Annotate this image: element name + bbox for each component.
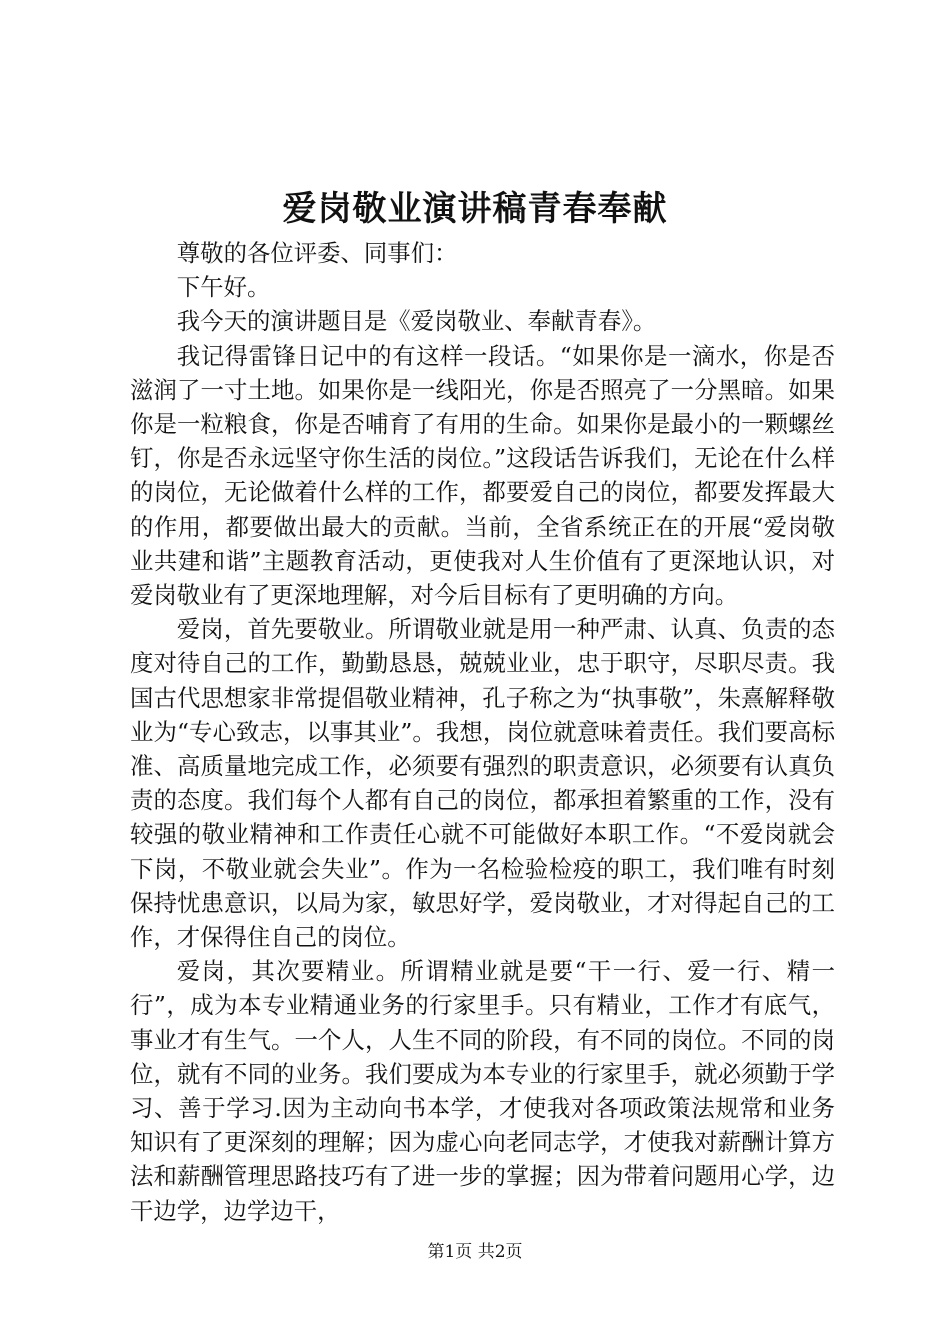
greeting: 下午好。 — [176, 273, 271, 302]
body-paragraph: 我记得雷锋日记中的有这样一段话。“如果你是一滴水，你是否滋润了一寸土地。如果你是一线阳光，你是否照亮了一分黑暗。如果你是一粒粮食，你是否哺育了有用的生命。如果你是最小的一颗螺丝钉，你是否永远坚守你生活的岗位。”这段话告诉我们，无论在什么样的岗位，无论做着什么样的工作，都要爱自己的岗位，都要发挥最大的作用，都要做出最大的贡献。当前，全省系统正在的开展“爱岗敬业共建和谐”主题教育活动，更使我对人生价值有了更深地认识，对爱岗敬业有了更深地理解，对今后目标有了更明确的方向。 — [130, 341, 835, 610]
body-paragraph: 爱岗，其次要精业。所谓精业就是要“干一行、爱一行、精一行”，成为本专业精通业务的行家里手。只有精业，工作才有底气，事业才有生气。一个人，人生不同的阶段，有不同的岗位。不同的岗位，就有不同的业务。我们要成为本专业的行家里手，就必须勤于学习、善于学习.因为主动向书本学，才使我对各项政策法规常和业务知识有了更深刻的理解；因为虚心向老同志学，才使我对薪酬计算方法和薪酬管理思路技巧有了进一步的掌握；因为带着问题用心学，边干边学，边学边干， — [130, 957, 835, 1225]
speech-topic: 我今天的演讲题目是《爱岗敬业、奉献青春》。 — [176, 307, 657, 336]
page-footer: 第1页 共2页 — [427, 1242, 523, 1262]
salutation: 尊敬的各位评委、同事们： — [176, 239, 458, 267]
document-body — [130, 236, 835, 1228]
document-title: 爱岗敬业演讲稿青春奉献 — [282, 189, 668, 229]
body-paragraph: 爱岗，首先要敬业。所谓敬业就是用一种严肃、认真、负责的态度对待自己的工作，勤勤恳恳，兢兢业业，忠于职守，尽职尽责。我国古代思想家非常提倡敬业精神，孔子称之为“执事敬”，朱熹解释敬业为“专心致志，以事其业”。我想，岗位就意味着责任。我们要高标准、高质量地完成工作，必须要有强烈的职责意识，必须要有认真负责的态度。我们每个人都有自己的岗位，都承担着繁重的工作，没有较强的敬业精神和工作责任心就不可能做好本职工作。“不爱岗就会下岗，不敬业就会失业”。作为一名检验检疫的职工，我们唯有时刻保持忧患意识，以局为家，敏思好学，爱岗敬业，才对得起自己的工作，才保得住自己的岗位。 — [130, 615, 835, 952]
